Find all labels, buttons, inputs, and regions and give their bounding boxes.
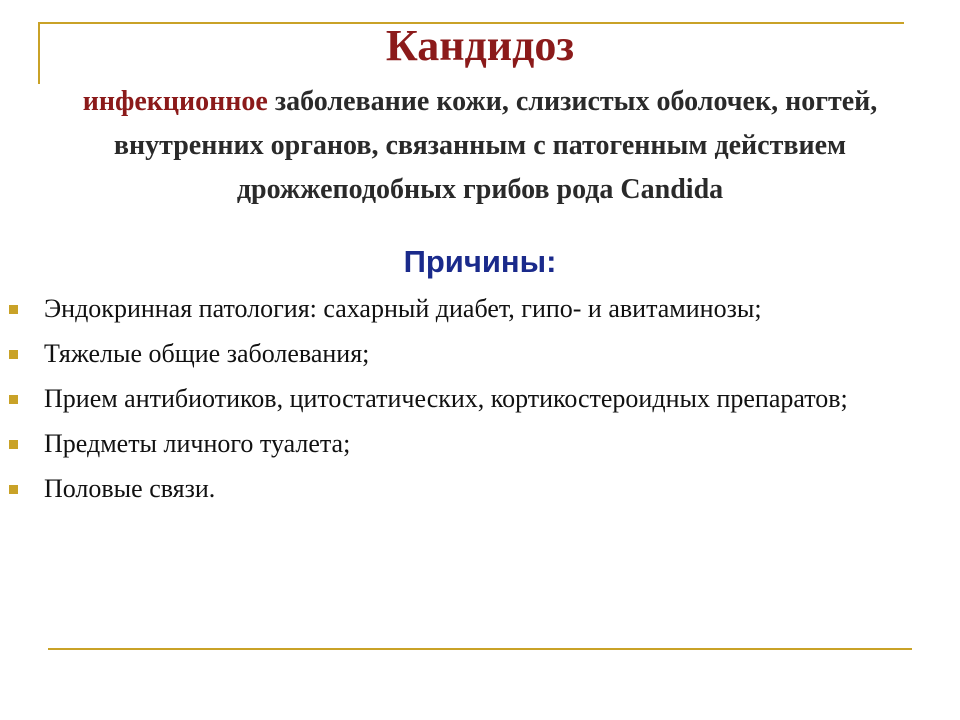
section-title-causes: Причины: [403, 244, 557, 279]
cause-text: Эндокринная патология: сахарный диабет, гипо- и авитаминозы; [44, 294, 762, 323]
cause-text: Половые связи. [44, 474, 216, 503]
cause-item [0, 428, 960, 460]
square-bullet-icon [9, 485, 18, 494]
square-bullet-icon [9, 305, 18, 314]
cause-item [0, 293, 960, 325]
bottom-decorative-line [48, 648, 912, 650]
slide-title: Кандидоз [385, 21, 575, 70]
square-bullet-icon [9, 350, 18, 359]
cause-item [0, 338, 960, 370]
square-bullet-icon [9, 395, 18, 404]
cause-text: Прием антибиотиков, цитостатических, кортикостероидных препаратов; [44, 384, 848, 413]
cause-text: Тяжелые общие заболевания; [44, 339, 370, 368]
cause-item [0, 383, 960, 415]
causes-list [0, 293, 960, 518]
slide-subtitle [10, 80, 950, 212]
subtitle-lead: инфекционное [82, 86, 268, 117]
cause-text: Предметы личного туалета; [44, 429, 351, 458]
subtitle-rest: заболевание кожи, слизистых оболочек, ногтей, внутренних органов, связанным с патогенным действием дрожжеподобных грибов рода Candida [113, 86, 878, 205]
cause-item [0, 473, 960, 505]
square-bullet-icon [9, 440, 18, 449]
